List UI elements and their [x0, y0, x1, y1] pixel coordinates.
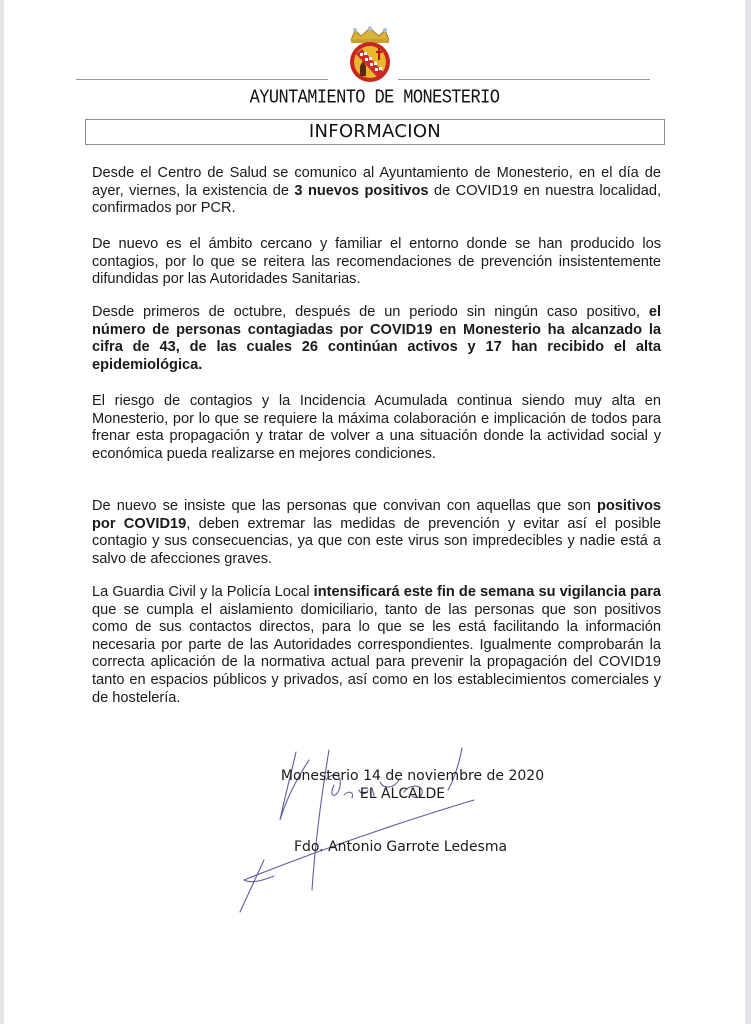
text-segment: La Guardia Civil y la Policía Local — [92, 584, 314, 600]
document-page — [4, 0, 745, 1024]
bold-text-segment: positivos por COVID19 — [92, 498, 661, 532]
paragraph — [92, 498, 661, 568]
text-segment: Desde primeros de octubre, después de un periodo sin ningún caso positivo, — [92, 304, 649, 320]
bold-text-segment: 3 nuevos positivos — [294, 182, 429, 199]
signatory-name: Fdo. Antonio Garrote Ledesma — [293, 839, 508, 855]
bold-text-segment: intensificará este fin de semana su vigilancia para — [313, 584, 661, 600]
text-segment: de COVID19 en nuestra localidad, confirmados por PCR. — [92, 182, 661, 217]
coat-of-arms-icon — [343, 26, 397, 84]
handwritten-signature — [234, 740, 494, 920]
paragraph — [92, 304, 661, 374]
organization-name: AYUNTAMIENTO DE MONESTERIO — [249, 87, 500, 110]
paragraph — [92, 393, 661, 463]
text-segment: El riesgo de contagios y la Incidencia Acumulada continua siendo muy alta en Monesterio, por lo que se requiere la máxima colaboración e implicación de todos para frenar esta propagación y tratar de volver a una situación donde la actividad social y económica pueda realizarse en mejores condiciones. — [92, 393, 661, 462]
document-heading: INFORMACION — [308, 121, 442, 142]
paragraph — [92, 165, 661, 218]
text-segment: De nuevo se insiste que las personas que convivan con aquellas que son — [92, 498, 597, 514]
paragraph — [92, 584, 661, 707]
header-rule-right — [398, 79, 650, 80]
text-segment: que se cumpla el aislamiento domiciliario, tanto de las personas que son positivos como de sus contactos directos, para lo que se les está facilitando la información necesaria por parte de las Autoridades correspondientes. Igualmente comprobarán la correcta aplicación de la normativa actual para prevenir la propagación del COVID19 tanto en espacios públicos y privados, así como en los establecimientos comerciales y de hostelería. — [92, 601, 661, 706]
header-rule-left — [76, 79, 328, 80]
text-segment: , deben extremar las medidas de prevención y evitar así el posible contagio y sus consecuencias, ya que con este virus son impredecibles y nadie está a salvo de afecciones graves. — [92, 515, 661, 567]
signatory-role: EL ALCALDE — [359, 786, 446, 802]
text-segment: Desde el Centro de Salud se comunico al Ayuntamiento de Monesterio, en el día de ayer, viernes, la existencia de — [92, 165, 661, 199]
bold-text-segment: el número de personas contagiadas por COVID19 en Monesterio ha alcanzado la cifra de 43, de las cuales 26 continúan activos y 17 han recibido el alta epidemiológica. — [92, 304, 661, 373]
paragraph — [92, 236, 661, 289]
signature-place-date: Monesterio 14 de noviembre de 2020 — [280, 768, 545, 784]
heading-box — [85, 119, 665, 145]
text-segment: De nuevo es el ámbito cercano y familiar el entorno donde se han producido los contagios, por lo que se reitera las recomendaciones de prevención insistentemente difundidas por las Autoridades Sanitarias. — [92, 236, 661, 288]
